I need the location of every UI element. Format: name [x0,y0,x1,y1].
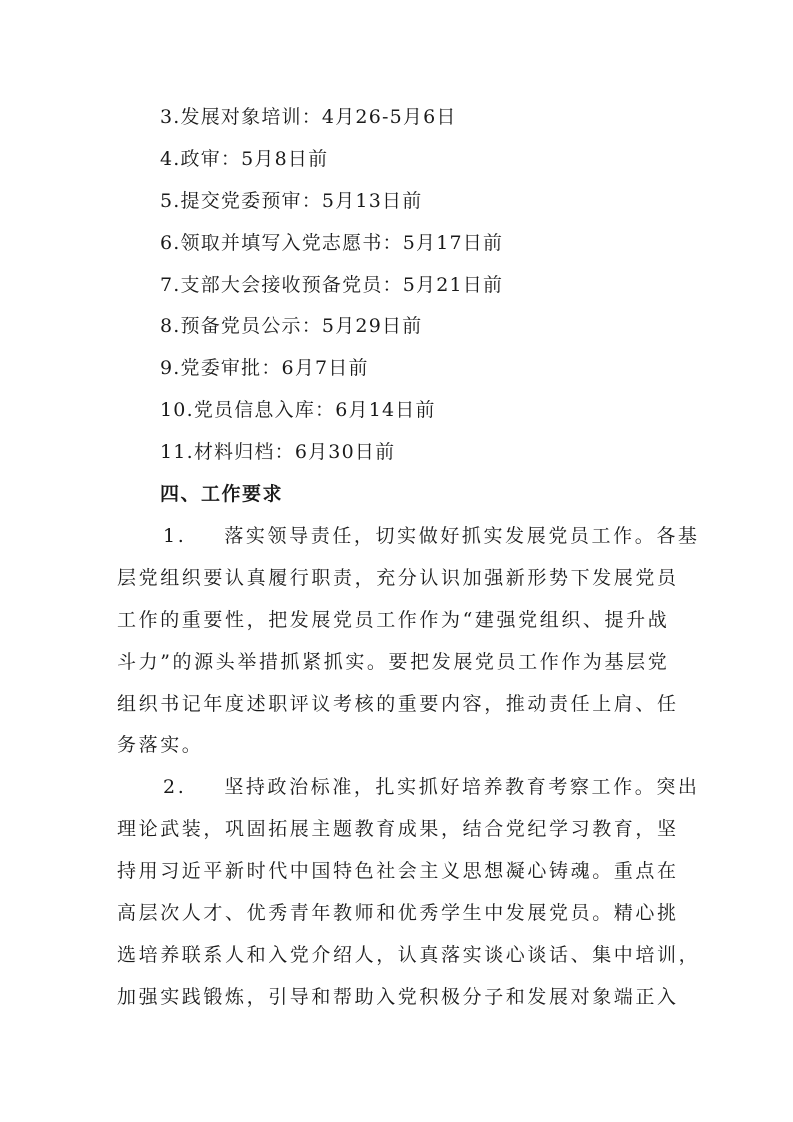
paragraph-line: 层党组织要认真履行职责，充分认识加强新形势下发展党员 [117,567,679,589]
section-heading: 四、工作要求 [160,483,284,505]
paragraph-line: 加强实践锻炼，引导和帮助入党积极分子和发展对象端正入 [117,986,679,1008]
schedule-item: 5.提交党委预审：5月13日前 [160,190,423,212]
schedule-item: 8.预备党员公示：5月29日前 [160,315,423,337]
schedule-item: 6.领取并填写入党志愿书：5月17日前 [160,232,504,254]
paragraph-line: 务落实。 [117,734,204,756]
requirement-1-text: 落实领导责任，切实做好抓实发展党员工作。各基 [224,525,700,547]
requirement-2-number: 2. [163,776,187,798]
paragraph-line: 组织书记年度述职评议考核的重要内容，推动责任上肩、任 [117,693,679,715]
schedule-item: 7.支部大会接收预备党员：5月21日前 [160,274,504,296]
schedule-item: 9.党委审批：6月7日前 [160,357,369,379]
schedule-item: 10.党员信息入库：6月14日前 [160,399,436,421]
requirement-1-first-line [163,523,793,549]
schedule-item: 11.材料归档：6月30日前 [160,441,396,463]
paragraph-line: 斗力”的源头举措抓紧抓实。要把发展党员工作作为基层党 [117,651,670,673]
schedule-item: 4.政审：5月8日前 [160,148,329,170]
paragraph-line: 选培养联系人和入党介绍人，认真落实谈心谈话、集中培训， [117,944,701,966]
paragraph-line: 理论武装，巩固拓展主题教育成果，结合党纪学习教育，坚 [117,818,679,840]
requirement-2-first-line [163,774,793,800]
schedule-item: 3.发展对象培训：4月26-5月6日 [160,106,457,128]
requirement-1-number: 1. [163,525,187,547]
paragraph-line: 持用习近平新时代中国特色社会主义思想凝心铸魂。重点在 [117,860,679,882]
paragraph-line: 高层次人才、优秀青年教师和优秀学生中发展党员。精心挑 [117,902,679,924]
requirement-2-text: 坚持政治标准，扎实抓好培养教育考察工作。突出 [224,776,700,798]
paragraph-line: 工作的重要性，把发展党员工作作为“建强党组织、提升战 [117,609,670,631]
